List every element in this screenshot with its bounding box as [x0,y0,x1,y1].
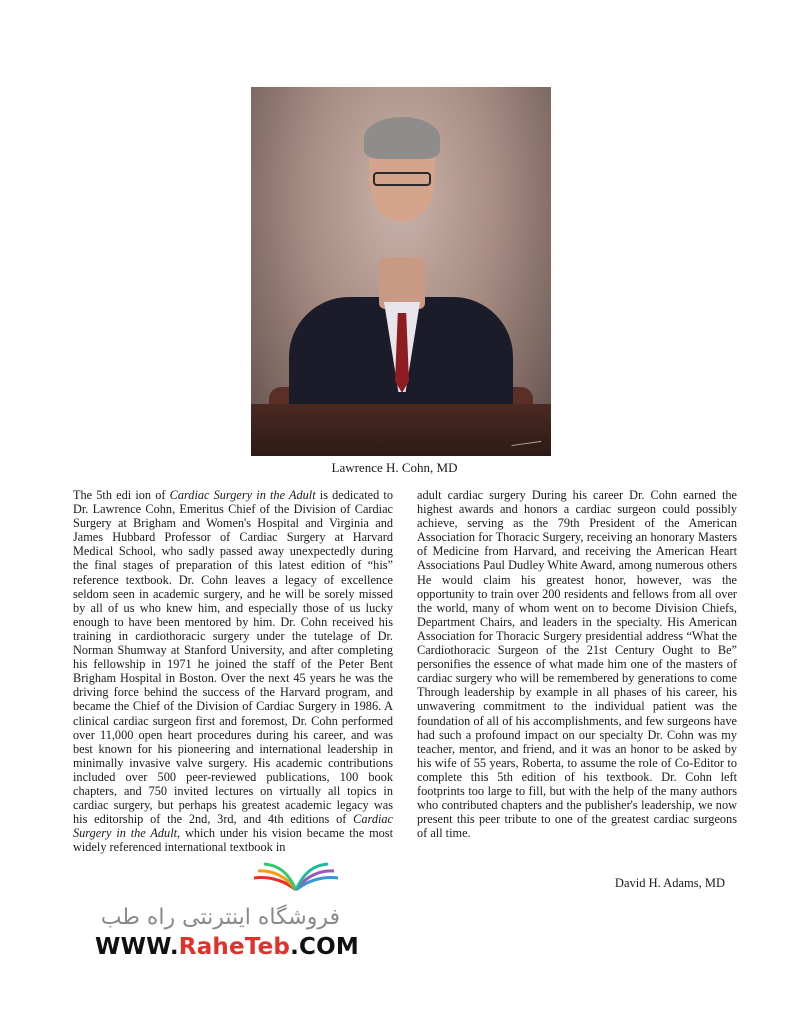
left-text-2: is dedicated to Dr. Lawrence Cohn, Emeritus Chief of the Division of Cardiac Surgery at Brigham and Women's Hospital and Virginia and James Hubbard Professor of Cardiac Surgery at Harvard Medical School, who sadly passed away unexpectedly during the final stages of preparation of this latest edition of “his” reference textbook. Dr. Cohn leaves a legacy of excellence seldom seen in academic surgery, and he will be sorely missed by all of us who knew him, and especially those of us lucky enough to have been mentored by him. Dr. Cohn received his training in cardiothoracic surgery under the tutelage of Dr. Norman Shumway at Stanford University, and after completing his fellowship in 1971 he joined the staff of the Peter Bent Brigham Hospital in Boston. Over the next 45 years he was the driving force behind the success of the Harvard program, and became the Chief of the Division of Cardiac Surgery in 1986. A clinical cardiac surgeon first and foremost, Dr. Cohn performed over 11,000 open heart procedures during his career, and was best known for his pioneering and international leadership in minimally invasive valve surgery. His academic contributions included over 500 peer-reviewed publications, 100 book chapters, and 750 invited lectures on virtually all topics in cardiac surgery, but perhaps his greatest academic legacy was his editorship of the 2nd, 3rd, and 4th editions of [73,488,393,827]
author-signature: David H. Adams, MD [614,876,725,890]
portrait-photo [251,87,551,456]
photo-caption: Lawrence H. Cohn, MD [331,460,458,475]
glasses [373,172,431,186]
url-suffix: .COM [290,934,359,960]
book-title-2: Cardiac Surgery in the Adult [73,812,393,841]
left-text-1: The 5th edi ion of [73,488,170,502]
dedication-left-column [73,488,393,854]
url-prefix: WWW. [95,934,179,960]
desk [251,404,551,456]
watermark-persian-text: فروشگاه اینترنتی راه طب [100,905,340,930]
url-accent: RaheTeb [178,934,291,960]
dedication-right-column: adult cardiac surgery During his career Dr. Cohn earned the highest awards and honors a cardiac surgeon could possibly achieve, serving as the 79th President of the American Association for Thoracic Surgery, receiving an honorary Masters of Medicine from Harvard, and receiving the American Heart Associations Paul Dudley White Award, among numerous others He would claim his greatest honor, however, was the opportunity to train over 200 residents and fellows from all over the world, many of whom went on to become Division Chiefs, Department Chairs, and leaders in the specialty. His American Association for Thoracic Surgery presidential address “What the Cardiothoracic Surgeon of the 21st Century Ought to Be” personifies the essence of what made him one of the masters of cardiac surgery who will be remembered by generations to come Through leadership by example in all phases of his career, his unwavering commitment to the individual patient was the foundation of all of his accomplishments, and few surgeons have had such a profound impact on our specialty Dr. Cohn was my teacher, mentor, and friend, and it was an honor to be asked by his wife of 55 years, Roberta, to assume the role of Co-Editor to complete this 5th edition of his textbook. Dr. Cohn left footprints too large to fill, but with the help of the many authors who contributed chapters and the publisher's leadership, we now present this peer tribute to one of the greatest cardiac surgeons of all time. [417,488,737,841]
left-text-3: , which under his vision became the most widely referenced international textbook in [73,826,393,855]
hair [364,117,440,159]
neck [379,257,425,309]
open-book-logo [250,862,342,892]
watermark-url[interactable] [95,934,359,960]
book-title-1: Cardiac Surgery in the Adult [169,488,316,502]
